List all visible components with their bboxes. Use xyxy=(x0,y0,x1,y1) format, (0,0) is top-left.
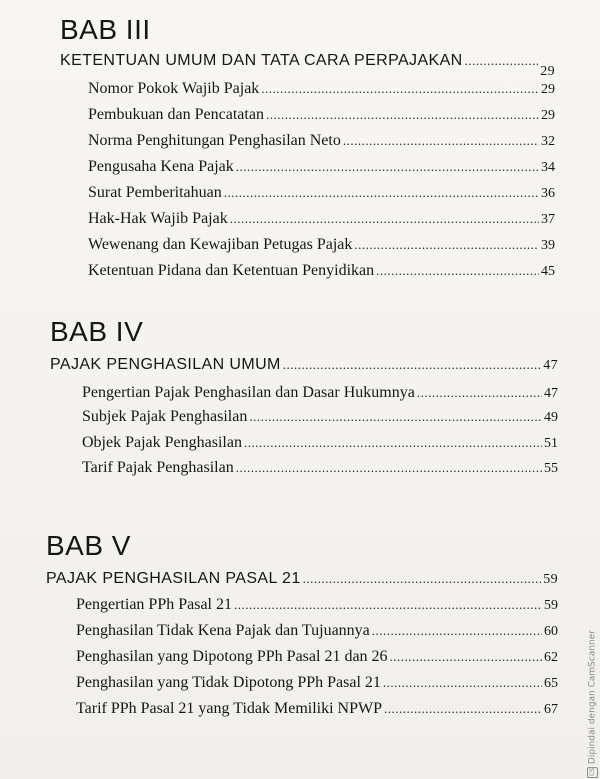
toc-main-entry-bab-5[interactable] xyxy=(46,570,558,588)
toc-entry[interactable] xyxy=(82,434,558,452)
toc-entry[interactable] xyxy=(88,106,555,124)
dot-leader xyxy=(234,597,542,613)
toc-entry[interactable] xyxy=(82,459,558,477)
dot-leader xyxy=(236,159,539,175)
toc-entry-label: Tarif PPh Pasal 21 yang Tidak Memiliki NPWP xyxy=(76,700,383,717)
toc-page-number: 29 xyxy=(541,82,555,97)
toc-page-number: 39 xyxy=(541,238,555,253)
toc-entry-label: Objek Pajak Penghasilan xyxy=(82,434,242,451)
toc-entry[interactable] xyxy=(76,648,558,666)
toc-entry[interactable] xyxy=(88,184,555,202)
dot-leader xyxy=(249,409,542,425)
toc-entry-label: Wewenang dan Kewajiban Petugas Pajak xyxy=(88,236,353,253)
dot-leader xyxy=(303,571,542,587)
toc-entry-label: Pengertian PPh Pasal 21 xyxy=(76,596,232,613)
toc-page-number: 59 xyxy=(543,572,558,587)
toc-entry[interactable] xyxy=(76,674,558,692)
dot-leader xyxy=(372,623,542,639)
toc-entry-label: Penghasilan yang Tidak Dipotong PPh Pasal 21 xyxy=(76,674,381,691)
camscanner-logo-icon: CS xyxy=(589,768,596,777)
dot-leader xyxy=(465,53,539,69)
scanner-watermark-text: Dipindai dengan CamScanner xyxy=(587,630,598,765)
toc-page-number: 45 xyxy=(541,264,555,279)
toc-page-number: 62 xyxy=(544,650,558,665)
toc-main-entry-label: PAJAK PENGHASILAN UMUM xyxy=(50,356,281,373)
dot-leader xyxy=(266,107,539,123)
toc-page-number: 65 xyxy=(544,676,558,691)
toc-page-number: 49 xyxy=(544,410,558,425)
toc-page-number: 60 xyxy=(544,624,558,639)
toc-page-number: 37 xyxy=(541,212,555,227)
toc-entry-label: Pengertian Pajak Penghasilan dan Dasar Hukumnya xyxy=(82,384,415,401)
toc-page-number: 51 xyxy=(544,436,558,451)
toc-page-number: 47 xyxy=(544,386,558,401)
toc-page-number: 55 xyxy=(544,461,558,476)
toc-entry[interactable] xyxy=(82,384,558,402)
dot-leader xyxy=(236,460,542,476)
toc-page-number: 34 xyxy=(541,160,555,175)
toc-page-number: 47 xyxy=(543,358,558,373)
dot-leader xyxy=(261,81,539,97)
dot-leader xyxy=(417,385,542,401)
dot-leader xyxy=(343,133,539,149)
toc-entry-label: Pengusaha Kena Pajak xyxy=(88,158,234,175)
toc-entry[interactable] xyxy=(88,236,555,254)
toc-entry-label: Penghasilan Tidak Kena Pajak dan Tujuannya xyxy=(76,622,370,639)
toc-entry[interactable] xyxy=(88,210,555,228)
toc-page-number: 32 xyxy=(541,134,555,149)
toc-entry[interactable] xyxy=(76,596,558,614)
dot-leader xyxy=(354,237,539,253)
toc-page-number: 59 xyxy=(544,598,558,613)
chapter-heading-bab-5: BAB V xyxy=(46,530,131,561)
toc-page-number: 67 xyxy=(544,702,558,717)
toc-entry[interactable] xyxy=(82,408,558,426)
toc-entry-label: Penghasilan yang Dipotong PPh Pasal 21 dan 26 xyxy=(76,648,388,665)
dot-leader xyxy=(224,185,539,201)
toc-entry-label: Nomor Pokok Wajib Pajak xyxy=(88,80,260,97)
toc-entry-label: Subjek Pajak Penghasilan xyxy=(82,408,248,425)
toc-entry-label: Pembukuan dan Pencatatan xyxy=(88,106,264,123)
dot-leader xyxy=(244,435,542,451)
chapter-heading-bab-4: BAB IV xyxy=(50,316,144,347)
toc-main-entry-label: PAJAK PENGHASILAN PASAL 21 xyxy=(46,570,301,587)
toc-main-entry-bab-3[interactable] xyxy=(60,52,555,79)
toc-entry-label: Hak-Hak Wajib Pajak xyxy=(88,210,228,227)
toc-page-number: 36 xyxy=(541,186,555,201)
toc-page-number: 29 xyxy=(541,108,555,123)
toc-entry-label: Ketentuan Pidana dan Ketentuan Penyidikan xyxy=(88,262,375,279)
toc-entry-label: Tarif Pajak Penghasilan xyxy=(82,459,234,476)
toc-entry[interactable] xyxy=(88,262,555,280)
toc-entry[interactable] xyxy=(88,80,555,98)
dot-leader xyxy=(383,675,542,691)
toc-entry[interactable] xyxy=(88,132,555,150)
toc-main-entry-bab-4[interactable] xyxy=(50,356,558,374)
dot-leader xyxy=(384,701,542,717)
toc-entry[interactable] xyxy=(76,622,558,640)
dot-leader xyxy=(230,211,539,227)
scanner-watermark xyxy=(587,630,598,778)
chapter-heading-bab-3: BAB III xyxy=(60,14,151,45)
dot-leader xyxy=(283,357,541,373)
dot-leader xyxy=(390,649,542,665)
dot-leader xyxy=(376,263,539,279)
toc-entry[interactable] xyxy=(76,700,558,718)
toc-main-entry-label: KETENTUAN UMUM DAN TATA CARA PERPAJAKAN xyxy=(60,52,463,69)
toc-entry-label: Norma Penghitungan Penghasilan Neto xyxy=(88,132,341,149)
toc-entry-label: Surat Pemberitahuan xyxy=(88,184,222,201)
toc-page-number: 29 xyxy=(540,64,555,79)
toc-entry[interactable] xyxy=(88,158,555,176)
